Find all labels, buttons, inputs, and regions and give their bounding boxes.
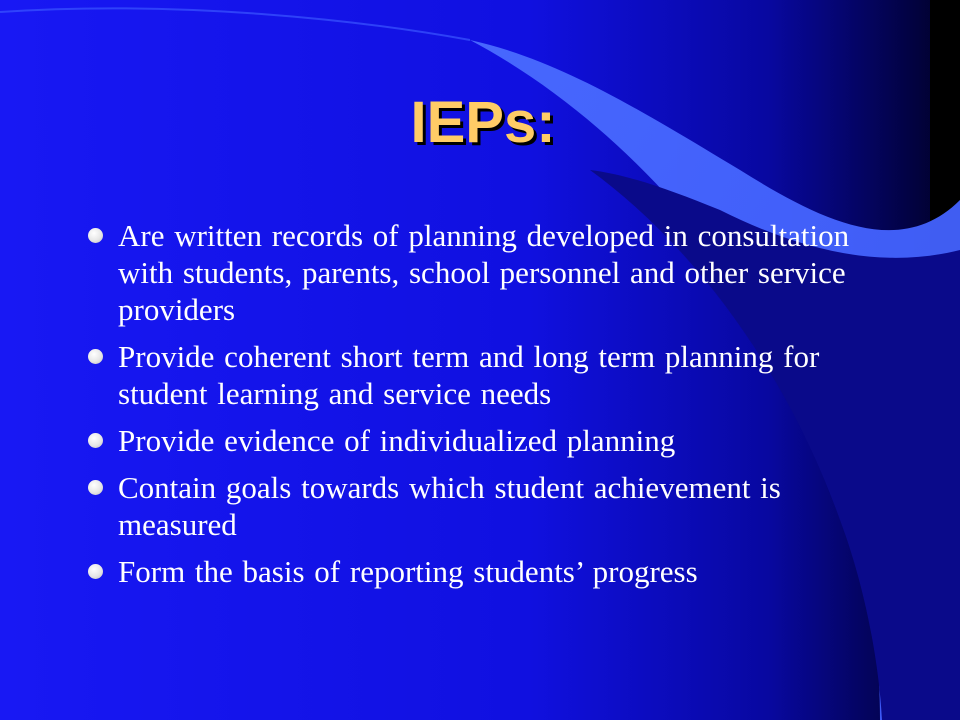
bullet-item xyxy=(88,469,878,543)
bullet-list xyxy=(88,217,878,600)
bullet-item xyxy=(88,338,878,412)
bullet-text: Are written records of planning developed in consultation with students, parents, school personnel and other service providers xyxy=(118,218,850,327)
bullet-dot-icon xyxy=(88,228,103,243)
bullet-item xyxy=(88,422,878,459)
bullet-text: Provide evidence of individualized planning xyxy=(118,423,676,458)
bullet-dot-icon xyxy=(88,480,103,495)
bullet-text: Provide coherent short term and long term planning for student learning and service needs xyxy=(118,339,820,411)
bullet-text: Contain goals towards which student achievement is measured xyxy=(118,470,781,542)
bullet-text: Form the basis of reporting students’ progress xyxy=(118,554,698,589)
bullet-dot-icon xyxy=(88,433,103,448)
bullet-dot-icon xyxy=(88,349,103,364)
bullet-item xyxy=(88,553,878,590)
bullet-dot-icon xyxy=(88,564,103,579)
bullet-item xyxy=(88,217,878,328)
slide-title: IEPs: xyxy=(410,90,556,155)
